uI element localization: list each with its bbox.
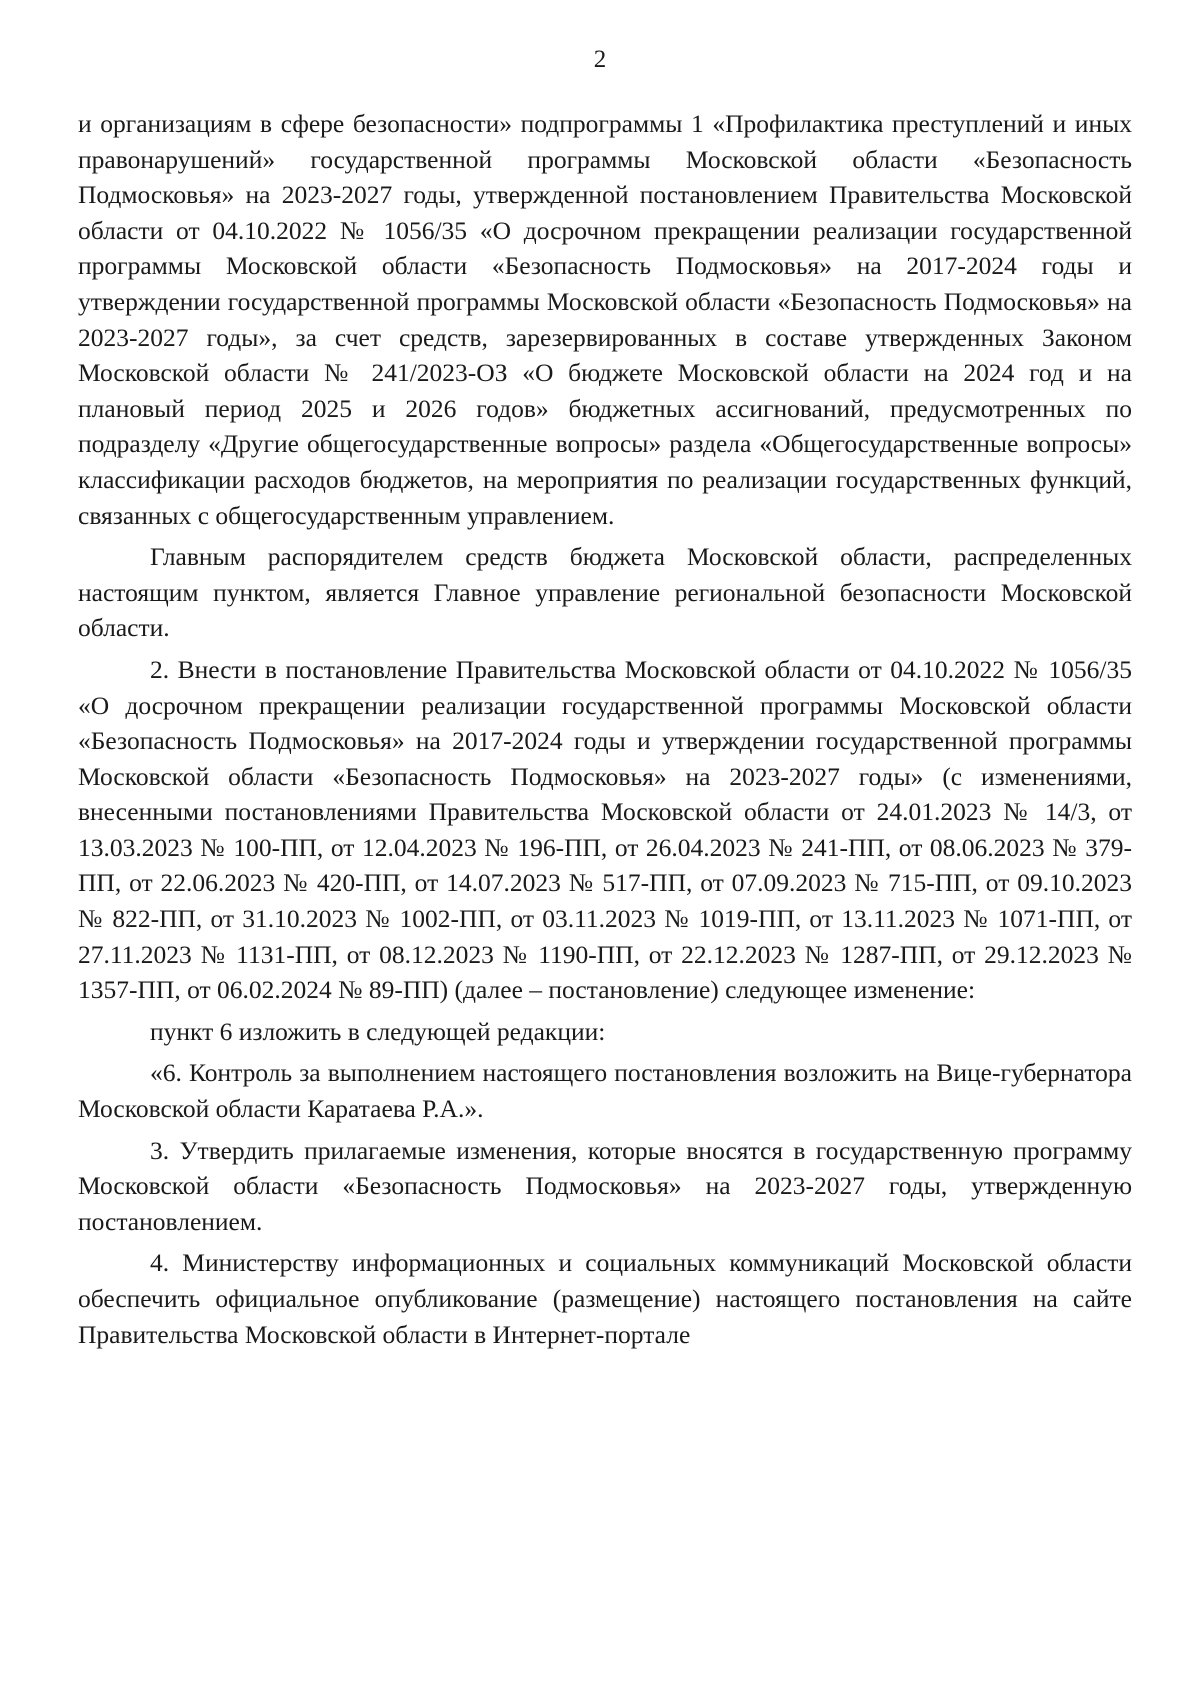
document-body (78, 106, 1132, 1358)
paragraph-item-6-intro: пункт 6 изложить в следующей редакции: (150, 1016, 606, 1046)
paragraph-main-administrator: Главным распорядителем средств бюджета Московской области, распределенных настоящим пунктом, является Главное управление региональной безопасности Московской области. (78, 542, 1132, 643)
paragraph-item-6-text: «6. Контроль за выполнением настоящего постановления возложить на Вице-губернатора Московской области Каратаева Р.А.». (78, 1058, 1132, 1124)
paragraph-item-2: 2. Внести в постановление Правительства Московской области от 04.10.2022 № 1056/35 «О досрочном прекращении реализации государственной программы Московской области «Безопасность Подмосковья» на 2017-2024 годы и утверждении государственной программы Московской области «Безопасность Подмосковья» на 2023-2027 годы» (с изменениями, внесенными постановлениями Правительства Московской области от 24.01.2023 № 14/3, от 13.03.2023 № 100-ПП, от 12.04.2023 № 196-ПП, от 26.04.2023 № 241-ПП, от 08.06.2023 № 379-ПП, от 22.06.2023 № 420-ПП, от 14.07.2023 № 517-ПП, от 07.09.2023 № 715-ПП, от 09.10.2023 № 822-ПП, от 31.10.2023 № 1002-ПП, от 03.11.2023 № 1019-ПП, от 13.11.2023 № 1071-ПП, от 27.11.2023 № 1131-ПП, от 08.12.2023 № 1190-ПП, от 22.12.2023 № 1287-ПП, от 29.12.2023 № 1357-ПП, от 06.02.2024 № 89-ПП) (далее – постановление) следующее изменение: (78, 654, 1132, 1005)
paragraph-continuation: и организациям в сфере безопасности» подпрограммы 1 «Профилактика преступлений и иных правонарушений» государственной программы Московской области «Безопасность Подмосковья» на 2023-2027 годы, утвержденной постановлением Правительства Московской области от 04.10.2022 № 1056/35 «О досрочном прекращении реализации государственной программы Московской области «Безопасность Подмосковья» на 2017-2024 годы и утверждении государственной программы Московской области «Безопасность Подмосковья» на 2023-2027 годы», за счет средств, зарезервированных в составе утвержденных Законом Московской области № 241/2023-ОЗ «О бюджете Московской области на 2024 год и на плановый период 2025 и 2026 годов» бюджетных ассигнований, предусмотренных по подразделу «Другие общегосударственные вопросы» раздела «Общегосударственные вопросы» классификации расходов бюджетов, на мероприятия по реализации государственных функций, связанных с общегосударственным управлением. (78, 109, 1132, 530)
page-number: 2 (593, 46, 607, 73)
paragraph-item-4: 4. Министерству информационных и социальных коммуникаций Московской области обеспечить официальное опубликование (размещение) настоящего постановления на сайте Правительства Московской области в Интернет-портале (78, 1248, 1132, 1349)
paragraph-item-3: 3. Утвердить прилагаемые изменения, которые вносятся в государственную программу Московской области «Безопасность Подмосковья» на 2023-2027 годы, утвержденную постановлением. (78, 1135, 1132, 1236)
